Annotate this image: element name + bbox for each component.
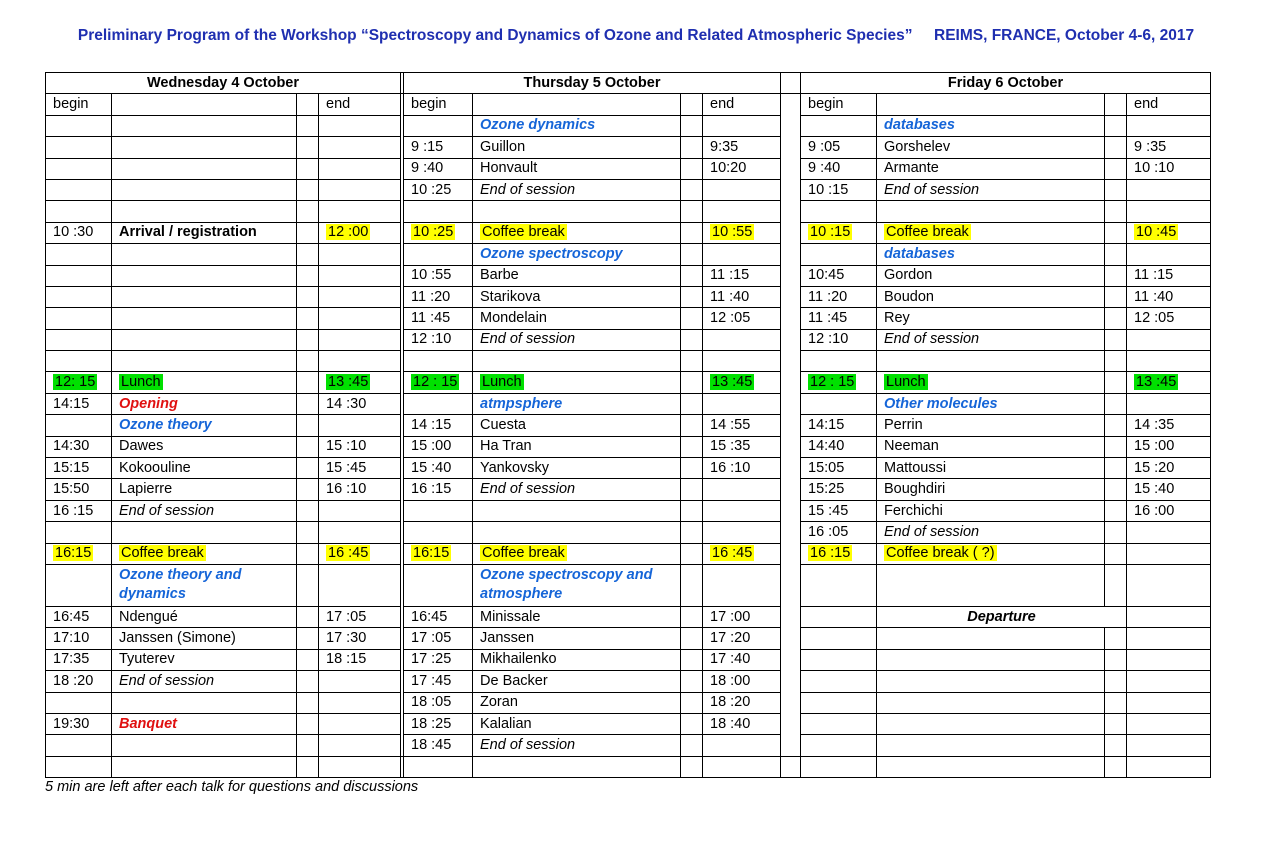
event-name: Mattoussi	[884, 459, 947, 476]
schedule-row	[46, 179, 1211, 200]
event-name: Boudon	[884, 288, 934, 305]
schedule-row	[46, 393, 1211, 414]
event-name: Perrin	[884, 416, 923, 433]
end-time: 9:35	[710, 138, 739, 155]
program-table	[45, 72, 1211, 778]
end-time: 12 :05	[710, 309, 751, 326]
event-name: Ha Tran	[480, 438, 532, 455]
end-time: 10 :45	[1136, 224, 1177, 241]
end-time: 10 :55	[712, 224, 753, 241]
event-name: Coffee break	[482, 224, 565, 241]
begin-time: 15 :40	[411, 459, 452, 476]
event-name: Tyuterev	[119, 651, 175, 668]
end-time: 18 :15	[326, 651, 367, 668]
day-title-wednesday: Wednesday 4 October	[46, 73, 401, 94]
begin-time: 16:15	[413, 545, 450, 562]
begin-time: 12: 15	[55, 374, 96, 391]
begin-time: 17 :05	[411, 630, 452, 647]
end-time: 17 :30	[326, 630, 367, 647]
event-name: Lunch	[886, 374, 926, 391]
begin-time: 9 :40	[808, 160, 841, 177]
end-time: 16 :10	[710, 459, 751, 476]
end-time: 11 :40	[1134, 288, 1174, 305]
event-name: Dawes	[119, 438, 164, 455]
end-time: 17 :05	[326, 608, 367, 625]
begin-time: 10 :15	[810, 224, 851, 241]
event-name: Lapierre	[119, 481, 173, 498]
end-time: 9 :35	[1134, 138, 1167, 155]
begin-time: 12 :10	[411, 331, 452, 348]
begin-time: 18 :25	[411, 715, 452, 732]
col-header-begin: begin	[801, 94, 877, 115]
begin-time: 18 :45	[411, 737, 452, 754]
begin-time: 11 :20	[808, 288, 848, 305]
event-name: Zoran	[480, 694, 518, 711]
begin-time: 15 :45	[808, 502, 849, 519]
begin-time: 16:45	[411, 608, 448, 625]
schedule-row	[46, 137, 1211, 158]
end-time: 17 :00	[710, 608, 751, 625]
schedule-row	[46, 671, 1211, 692]
end-time: 16 :00	[1134, 502, 1175, 519]
event-name: Janssen (Simone)	[119, 630, 236, 647]
event-name: End of session	[480, 331, 576, 348]
event-name: Coffee break	[482, 545, 565, 562]
end-time: 11 :15	[1134, 267, 1174, 284]
event-name: Gordon	[884, 267, 933, 284]
session-title: Ozone spectroscopy	[480, 245, 623, 262]
schedule-row	[46, 201, 1211, 222]
begin-time: 15:05	[808, 459, 845, 476]
begin-time: 16:45	[53, 608, 90, 625]
event-name: Kokoouline	[119, 459, 191, 476]
begin-time: 10 :55	[411, 267, 452, 284]
day-header-row	[46, 73, 1211, 94]
begin-time: 18 :05	[411, 694, 452, 711]
schedule-row	[46, 692, 1211, 713]
begin-time: 10 :15	[808, 181, 849, 198]
schedule-row	[46, 329, 1211, 350]
event-name: End of session	[480, 737, 576, 754]
event-name: Guillon	[480, 138, 526, 155]
event-name: Coffee break	[121, 545, 204, 562]
event-name: End of session	[480, 481, 576, 498]
end-time: 16 :10	[326, 481, 367, 498]
begin-time: 14 :15	[411, 416, 452, 433]
departure-label: Departure	[967, 608, 1036, 625]
schedule-row	[46, 286, 1211, 307]
event-name: Banquet	[119, 715, 177, 732]
event-name: End of session	[119, 672, 215, 689]
end-time: 15 :45	[326, 459, 367, 476]
end-time: 17 :20	[710, 630, 751, 647]
schedule-row	[46, 415, 1211, 436]
col-header-end: end	[703, 94, 781, 115]
end-time: 12 :05	[1134, 309, 1175, 326]
event-name: End of session	[884, 331, 980, 348]
begin-time: 11 :45	[808, 309, 848, 326]
schedule-row	[46, 222, 1211, 243]
col-header-begin: begin	[404, 94, 473, 115]
begin-time: 15 :00	[411, 438, 452, 455]
begin-time: 11 :20	[411, 288, 451, 305]
event-name: Opening	[119, 395, 178, 412]
end-time: 15 :35	[710, 438, 751, 455]
end-time: 15 :40	[1134, 481, 1175, 498]
end-time: 14 :35	[1134, 416, 1175, 433]
end-time: 18 :40	[710, 715, 751, 732]
session-title: Other molecules	[884, 395, 998, 412]
schedule-row	[46, 543, 1211, 564]
begin-time: 16 :15	[411, 481, 452, 498]
event-name: Kalalian	[480, 715, 532, 732]
session-title: databases	[884, 245, 955, 262]
footnote: 5 min are left after each talk for questions and discussions	[45, 779, 419, 795]
schedule-row	[46, 500, 1211, 521]
schedule-row	[46, 351, 1211, 372]
begin-time: 17 :45	[411, 672, 452, 689]
begin-time: 12 : 15	[413, 374, 458, 391]
event-name: End of session	[884, 523, 980, 540]
end-time: 12 :00	[328, 224, 369, 241]
end-time: 10:20	[710, 160, 747, 177]
session-title: databases	[884, 117, 955, 134]
begin-time: 14:30	[53, 438, 90, 455]
begin-time: 16 :05	[808, 523, 849, 540]
schedule-row	[46, 308, 1211, 329]
end-time: 16 :45	[328, 545, 369, 562]
session-title: Ozone theory and dynamics	[119, 567, 242, 603]
session-title: Ozone theory	[119, 416, 212, 433]
begin-time: 14:15	[53, 395, 90, 412]
begin-time: 14:15	[808, 416, 845, 433]
begin-time: 17 :25	[411, 651, 452, 668]
begin-time: 17:10	[53, 630, 90, 647]
col-header-end: end	[319, 94, 401, 115]
schedule-row	[46, 372, 1211, 393]
event-name: Neeman	[884, 438, 939, 455]
event-name: Boughdiri	[884, 481, 946, 498]
schedule-row	[46, 115, 1211, 136]
schedule-row	[46, 628, 1211, 649]
event-name: Arrival / registration	[119, 224, 257, 241]
schedule-row	[46, 265, 1211, 286]
schedule-row	[46, 564, 1211, 606]
event-name: Minissale	[480, 608, 541, 625]
end-time: 13 :45	[712, 374, 753, 391]
event-name: Gorshelev	[884, 138, 951, 155]
schedule-row	[46, 458, 1211, 479]
begin-time: 17:35	[53, 651, 90, 668]
event-name: End of session	[119, 502, 215, 519]
event-name: Armante	[884, 160, 939, 177]
event-name: Yankovsky	[480, 459, 550, 476]
begin-time: 15:50	[53, 481, 90, 498]
begin-time: 18 :20	[53, 672, 94, 689]
begin-time: 10 :30	[53, 224, 94, 241]
event-name: Ferchichi	[884, 502, 943, 519]
event-name: Rey	[884, 309, 910, 326]
end-time: 18 :20	[710, 694, 751, 711]
event-name: Lunch	[482, 374, 522, 391]
event-name: Janssen	[480, 630, 535, 647]
schedule-row	[46, 713, 1211, 734]
begin-time: 16:15	[55, 545, 92, 562]
col-header-end: end	[1127, 94, 1211, 115]
event-name: End of session	[884, 181, 980, 198]
end-time: 17 :40	[710, 651, 751, 668]
event-name: Honvault	[480, 160, 538, 177]
begin-time: 10:45	[808, 267, 845, 284]
event-name: Starikova	[480, 288, 541, 305]
event-name: Barbe	[480, 267, 519, 284]
begin-time: 10 :25	[413, 224, 454, 241]
event-name: Mikhailenko	[480, 651, 557, 668]
session-title: Ozone dynamics	[480, 117, 596, 134]
end-time: 11 :15	[710, 267, 750, 284]
begin-time: 16 :15	[53, 502, 94, 519]
schedule-row	[46, 606, 1211, 627]
end-time: 11 :40	[710, 288, 750, 305]
event-name: Ndengué	[119, 608, 178, 625]
schedule-row	[46, 735, 1211, 756]
event-name: Mondelain	[480, 309, 547, 326]
begin-time: 15:15	[53, 459, 90, 476]
end-time: 14 :30	[326, 395, 367, 412]
event-name: End of session	[480, 181, 576, 198]
begin-time: 14:40	[808, 438, 845, 455]
end-time: 16 :45	[712, 545, 753, 562]
day-title-friday: Friday 6 October	[801, 73, 1211, 94]
begin-time: 11 :45	[411, 309, 451, 326]
event-name: Coffee break ( ?)	[886, 545, 995, 562]
schedule-row	[46, 158, 1211, 179]
end-time: 15 :20	[1134, 459, 1175, 476]
page-title: Preliminary Program of the Workshop “Spectroscopy and Dynamics of Ozone and Related Atmospheric Species” REIMS, FRANCE, October 4-6, 2017	[77, 27, 1195, 44]
col-header-begin: begin	[46, 94, 112, 115]
end-time: 15 :10	[326, 438, 367, 455]
schedule-row	[46, 649, 1211, 670]
schedule-row	[46, 522, 1211, 543]
schedule-row	[46, 244, 1211, 265]
begin-time: 12 :10	[808, 331, 849, 348]
end-time: 13 :45	[328, 374, 369, 391]
begin-time: 12 : 15	[810, 374, 855, 391]
schedule-row	[46, 756, 1211, 777]
begin-time: 19:30	[53, 715, 90, 732]
day-title-thursday: Thursday 5 October	[404, 73, 781, 94]
end-time: 18 :00	[710, 672, 751, 689]
column-header-row	[46, 94, 1211, 115]
event-name: De Backer	[480, 672, 548, 689]
event-name: Coffee break	[886, 224, 969, 241]
session-title: atmpsphere	[480, 395, 563, 412]
begin-time: 16 :15	[810, 545, 851, 562]
begin-time: 9 :40	[411, 160, 444, 177]
end-time: 14 :55	[710, 416, 751, 433]
event-name: Lunch	[121, 374, 161, 391]
begin-time: 15:25	[808, 481, 845, 498]
end-time: 13 :45	[1136, 374, 1177, 391]
schedule-row	[46, 479, 1211, 500]
begin-time: 9 :15	[411, 138, 444, 155]
begin-time: 10 :25	[411, 181, 452, 198]
end-time: 15 :00	[1134, 438, 1175, 455]
begin-time: 9 :05	[808, 138, 841, 155]
session-title: Ozone spectroscopy and atmosphere	[480, 567, 653, 603]
event-name: Cuesta	[480, 416, 526, 433]
schedule-row	[46, 436, 1211, 457]
end-time: 10 :10	[1134, 160, 1175, 177]
